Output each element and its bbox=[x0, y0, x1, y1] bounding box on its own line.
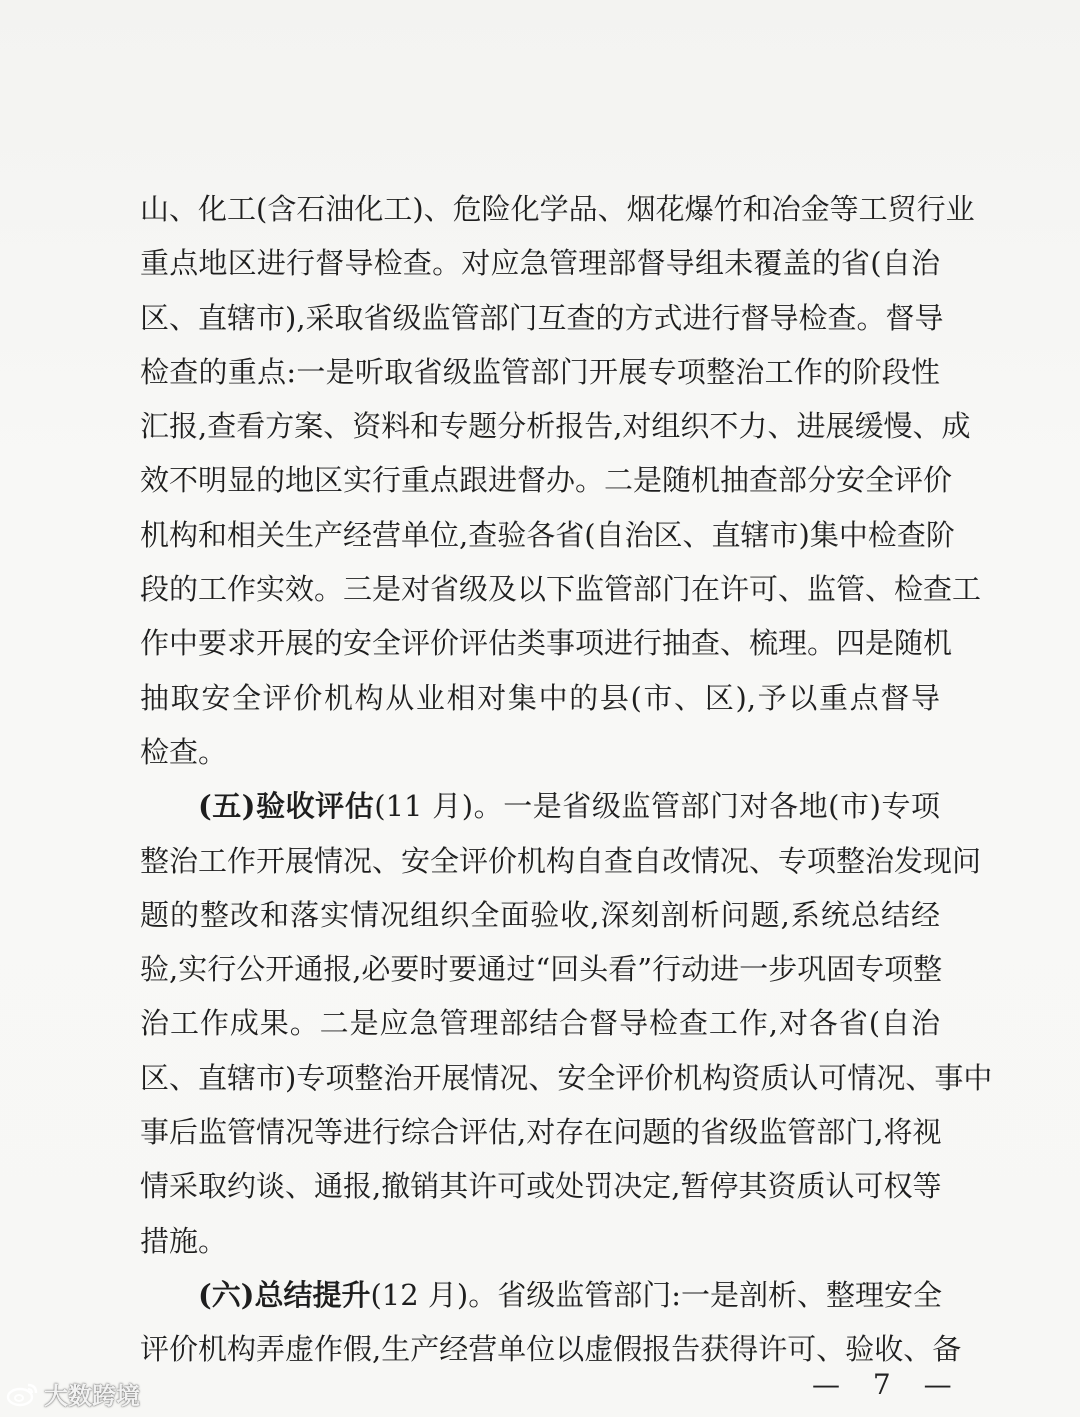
line-text: 检查的重点:一是听取省级监管部门开展专项整治工作的阶段性 bbox=[140, 354, 940, 389]
text-line bbox=[140, 291, 944, 345]
line-text: 措施。 bbox=[140, 1223, 228, 1258]
text-line bbox=[140, 453, 953, 507]
text-line bbox=[140, 1105, 940, 1159]
text-line bbox=[140, 834, 982, 888]
line-text: 重点地区进行督导检查。对应急管理部督导组未覆盖的省(自治 bbox=[140, 246, 940, 281]
line-text: 汇报,查看方案、资料和专题分析报告,对组织不力、进展缓慢、成 bbox=[140, 409, 971, 444]
line-text: 效不明显的地区实行重点跟进督办。二是随机抽查部分安全评价 bbox=[140, 463, 953, 498]
text-line bbox=[140, 725, 940, 779]
text-line bbox=[140, 236, 940, 290]
weibo-logo-icon bbox=[6, 1381, 40, 1407]
line-text: 山、化工(含石油化工)、危险化学品、烟花爆竹和冶金等工贸行业 bbox=[140, 192, 975, 226]
line-text: 区、直辖市),采取省级监管部门互查的方式进行督导检查。督导 bbox=[140, 300, 944, 335]
line-text: 情采取约谈、通报,撤销其许可或处罚决定,暂停其资质认可权等 bbox=[140, 1169, 942, 1204]
line-text: (11 月)。一是省级监管部门对各地(市)专项 bbox=[374, 789, 940, 824]
text-line bbox=[140, 399, 971, 453]
line-text: 评价机构弄虚作假,生产经营单位以虚假报告获得许可、验收、备 bbox=[140, 1332, 962, 1367]
text-line bbox=[140, 888, 940, 942]
watermark bbox=[6, 1376, 140, 1411]
text-line bbox=[140, 182, 975, 236]
line-text: 治工作成果。二是应急管理部结合督导检查工作,对各省(自治 bbox=[140, 1006, 940, 1041]
section-heading: (五)验收评估 bbox=[198, 789, 375, 824]
text-line bbox=[140, 345, 940, 399]
watermark-text: 大数跨境 bbox=[44, 1382, 140, 1410]
page-number: — 7 — bbox=[812, 1368, 964, 1401]
line-text: 事后监管情况等进行综合评估,对存在问题的省级监管部门,将视 bbox=[140, 1115, 942, 1150]
line-text: 整治工作开展情况、安全评价机构自查自改情况、专项整治发现问 bbox=[140, 843, 982, 878]
line-text: 段的工作实效。三是对省级及以下监管部门在许可、监管、检查工 bbox=[140, 572, 982, 607]
line-text: 区、直辖市)专项整治开展情况、安全评价机构资质认可情况、事中 bbox=[140, 1060, 993, 1095]
section-heading: (六)总结提升 bbox=[198, 1277, 371, 1312]
text-line bbox=[140, 508, 955, 562]
line-text: 机构和相关生产经营单位,查验各省(自治区、直辖市)集中检查阶 bbox=[140, 517, 955, 552]
text-line bbox=[140, 562, 982, 616]
line-text: 作中要求开展的安全评价评估类事项进行抽查、梳理。四是随机 bbox=[140, 626, 953, 661]
line-text: 验,实行公开通报,必要时要通过“回头看”行动进一步巩固专项整 bbox=[140, 952, 943, 987]
text-line bbox=[140, 942, 943, 996]
text-line bbox=[140, 1268, 940, 1322]
line-text: 题的整改和落实情况组织全面验收,深刻剖析问题,系统总结经 bbox=[140, 897, 940, 932]
text-line bbox=[140, 1051, 993, 1105]
text-line bbox=[140, 1214, 940, 1268]
line-text: 抽取安全评价机构从业相对集中的县(市、区),予以重点督导 bbox=[140, 680, 940, 715]
line-text: (12 月)。省级监管部门:一是剖析、整理安全 bbox=[370, 1277, 942, 1312]
line-text: 检查。 bbox=[140, 734, 228, 769]
text-line bbox=[140, 1159, 940, 1213]
body-text bbox=[140, 182, 993, 1377]
text-line bbox=[140, 996, 940, 1050]
text-line bbox=[140, 779, 940, 833]
text-line bbox=[140, 671, 940, 725]
text-line bbox=[140, 616, 953, 670]
